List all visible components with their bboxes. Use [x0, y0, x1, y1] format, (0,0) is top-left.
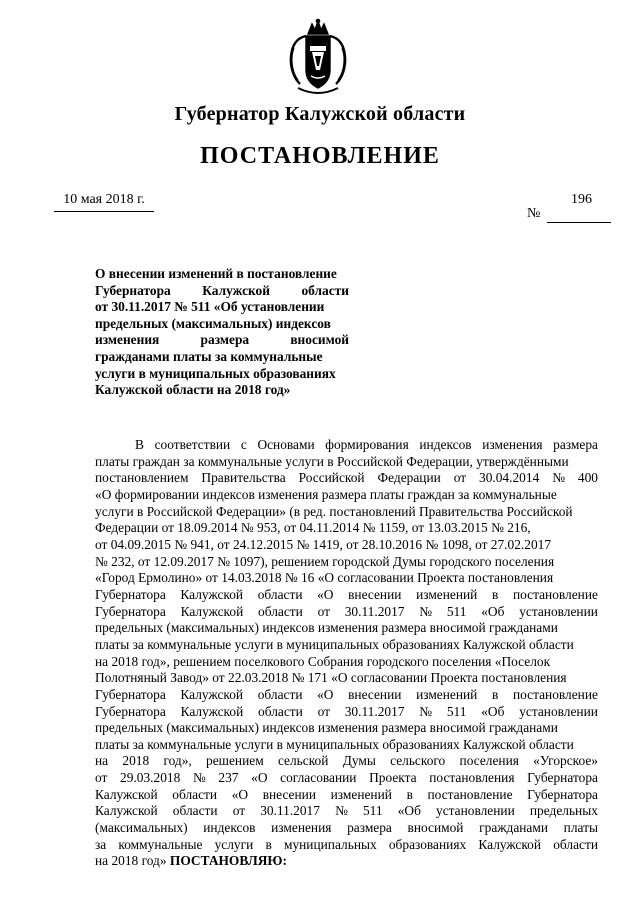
word: размера: [200, 332, 250, 348]
word: Полотняный Завод» от 22.03.2018 № 171 «О согласовании Проекта постановления: [95, 670, 567, 686]
word: «Об: [481, 703, 505, 719]
text-line: [95, 470, 598, 487]
word: области: [172, 786, 218, 802]
text-line: [95, 454, 598, 471]
word: «Об: [481, 603, 505, 619]
word: 30.11.2017: [344, 603, 405, 619]
text-line: [95, 637, 598, 654]
word: Калужской: [478, 836, 542, 852]
issuer-title: Губернатор Калужской области: [174, 103, 466, 125]
word: постановления: [429, 770, 515, 786]
word: в: [491, 686, 499, 702]
document-subject: [95, 266, 349, 399]
text-line: [95, 570, 598, 587]
word: Федерации: [377, 470, 441, 486]
word: Правительства: [201, 470, 286, 486]
word: на 2018 год», решением поселкового Собрания городского поселения «Поселок: [95, 653, 551, 669]
word: 511: [362, 803, 383, 819]
date-underline: [54, 211, 154, 212]
word: 30.11.2017: [344, 703, 405, 719]
word: Проекта: [369, 770, 417, 786]
text-line: [95, 604, 598, 621]
text-line: [95, 654, 598, 671]
word: внесении: [348, 686, 402, 702]
word: внесении: [262, 786, 317, 802]
word: №: [419, 703, 433, 719]
text-line: [95, 366, 349, 383]
word: коммунальные: [118, 836, 203, 852]
text-line: [95, 737, 598, 754]
word: 29.03.2018: [120, 770, 181, 786]
word: области: [553, 836, 598, 852]
word: №: [552, 470, 565, 486]
word: установлении: [436, 803, 515, 819]
word: Калужской: [95, 786, 158, 802]
text-line: [95, 487, 598, 504]
word: год»,: [163, 753, 192, 769]
word: вносимой: [290, 332, 349, 348]
word: установлении: [519, 703, 598, 719]
word: Калужской области на 2018 год»: [95, 382, 291, 398]
word: (максимальных): [95, 820, 188, 836]
word: области: [258, 703, 303, 719]
word: с: [240, 437, 247, 452]
document-body: [95, 437, 598, 870]
number-underline: [547, 222, 611, 223]
word: «Угорское»: [533, 753, 598, 769]
word: постановление: [512, 686, 598, 702]
word: Калужской: [180, 586, 244, 602]
word: области: [172, 803, 218, 819]
text-line: [95, 770, 598, 787]
word: поселения: [459, 753, 519, 769]
text-line: [95, 316, 349, 333]
word: постановление: [512, 586, 598, 602]
word: Федерации от 18.09.2014 № 953, от 04.11.2014 № 1159, от 13.03.2015 № 216,: [95, 520, 531, 536]
word: сельской: [277, 753, 329, 769]
word: внесении: [348, 586, 402, 602]
word: соответствии: [154, 437, 231, 452]
text-line: [95, 437, 598, 454]
word: 400: [577, 470, 598, 486]
word: «Об: [397, 803, 421, 819]
word: «Город Ермолино» от 14.03.2018 № 16 «О согласовании Проекта постановления: [95, 570, 554, 586]
word: платы за коммунальные услуги в муниципальных образованиях Калужской области: [95, 636, 574, 652]
word: области: [257, 586, 303, 602]
word: изменения: [95, 332, 160, 348]
text-line: [95, 504, 598, 521]
word: 30.11.2017: [260, 803, 320, 819]
word: формирования: [325, 437, 409, 452]
text-line: [95, 266, 349, 283]
word: 2018: [122, 753, 150, 769]
word: 30.04.2014: [479, 470, 540, 486]
word: изменения: [271, 820, 332, 836]
word: установлении: [519, 603, 598, 619]
word: на 2018 год»: [95, 853, 170, 869]
word: от: [317, 703, 330, 719]
text-line: [95, 587, 598, 604]
text-line: [95, 720, 598, 737]
word: постановление: [427, 786, 513, 802]
word: на: [95, 753, 109, 769]
text-line: [95, 554, 598, 571]
word: платы: [563, 820, 598, 836]
word: «О: [231, 786, 249, 802]
word: от: [95, 770, 108, 786]
word: изменений: [416, 586, 478, 602]
text-line: [95, 803, 598, 820]
word: № 232, от 12.09.2017 № 1097), решением городской Думы городского поселения: [95, 553, 555, 569]
word: области: [301, 282, 349, 298]
word: Калужской: [180, 603, 244, 619]
text-line: [95, 382, 349, 399]
text-line: [95, 787, 598, 804]
word: О внесении изменений в постановление: [95, 266, 337, 281]
text-line: [95, 520, 598, 537]
word: в: [491, 586, 499, 602]
word: Губернатора: [95, 686, 166, 702]
word: гражданами платы за коммунальные: [95, 348, 323, 364]
number-label: №: [527, 206, 541, 221]
word: предельных (максимальных) индексов: [95, 315, 331, 331]
word: предельных (максимальных) индексов изменения размера вносимой гражданами: [95, 620, 558, 636]
text-line: [95, 753, 598, 770]
word: Калужской: [202, 282, 270, 298]
word: В: [135, 437, 144, 452]
word: муниципальных: [283, 836, 377, 852]
number-value: 196: [571, 192, 592, 207]
word: Калужской: [180, 703, 244, 719]
word: Губернатора: [527, 786, 598, 802]
word: изменения: [482, 437, 543, 452]
word: индексов: [419, 437, 472, 452]
date-value: 10 мая 2018 г.: [63, 192, 145, 207]
word: №: [419, 603, 433, 619]
word: области: [257, 686, 303, 702]
word: области: [258, 603, 303, 619]
word: платы за коммунальные услуги в муниципальных образованиях Калужской области: [95, 736, 574, 752]
word: в: [406, 786, 413, 802]
word: услуги в Российской Федерации» (в ред. постановлений Правительства Российской: [95, 503, 573, 519]
word: «О: [251, 770, 268, 786]
word: от: [453, 470, 467, 486]
word: платы граждан за коммунальные услуги в Российской Федерации, утверждёнными: [95, 453, 569, 469]
word: сельского: [390, 753, 446, 769]
word: предельных (максимальных) индексов изменения размера вносимой гражданами: [95, 720, 558, 736]
text-line: [95, 349, 349, 366]
word: изменений: [330, 786, 392, 802]
text-line: [95, 820, 598, 837]
word: Думы: [342, 753, 376, 769]
word: Губернатора: [95, 603, 166, 619]
word: гражданами: [479, 820, 549, 836]
text-line: [95, 299, 349, 316]
word: размера: [553, 437, 598, 452]
word: 237: [218, 770, 239, 786]
operative-word: ПОСТАНОВЛЯЮ:: [169, 853, 287, 869]
word: «О: [317, 686, 334, 702]
word: предельных: [529, 803, 598, 819]
text-line: [95, 670, 598, 687]
word: Губернатора: [95, 703, 166, 719]
text-line: [95, 620, 598, 637]
word: от 30.11.2017 № 511 «Об установлении: [95, 299, 325, 315]
word: изменений: [416, 686, 478, 702]
word: 511: [446, 603, 467, 619]
word: от: [232, 803, 246, 819]
word: Основами: [257, 437, 315, 452]
word: от 04.09.2015 № 941, от 24.12.2015 № 1419, от 28.10.2016 № 1098, от 27.02.2017: [95, 536, 552, 552]
word: «О формировании индексов изменения размера платы граждан за коммунальные: [95, 486, 557, 502]
text-line: [95, 853, 598, 870]
word: «О: [317, 586, 334, 602]
text-line: [95, 704, 598, 721]
word: Калужской: [95, 803, 158, 819]
word: за: [95, 836, 107, 852]
word: 511: [446, 703, 467, 719]
word: индексов: [203, 820, 256, 836]
word: №: [335, 803, 348, 819]
text-line: [95, 332, 349, 349]
word: образованиях: [388, 836, 467, 852]
word: размера: [347, 820, 392, 836]
word: Российской: [298, 470, 365, 486]
text-line: [95, 687, 598, 704]
word: решением: [206, 753, 264, 769]
word: постановлением: [95, 470, 189, 486]
word: Калужской: [180, 686, 244, 702]
word: в: [265, 836, 272, 852]
text-line: [95, 537, 598, 554]
word: вносимой: [407, 820, 464, 836]
coat-of-arms-icon: [286, 18, 350, 96]
word: услуги: [214, 836, 254, 852]
word: согласовании: [280, 770, 357, 786]
text-line: [95, 283, 349, 300]
word: №: [192, 770, 206, 786]
word: Губернатора: [527, 770, 598, 786]
word: от: [317, 603, 330, 619]
text-line: [95, 837, 598, 854]
word: Губернатора: [95, 586, 166, 602]
word: Губернатора: [95, 282, 171, 298]
word: услуги в муниципальных образованиях: [95, 365, 336, 381]
document-type-heading: ПОСТАНОВЛЕНИЕ: [200, 143, 440, 169]
document-date: [54, 192, 154, 212]
